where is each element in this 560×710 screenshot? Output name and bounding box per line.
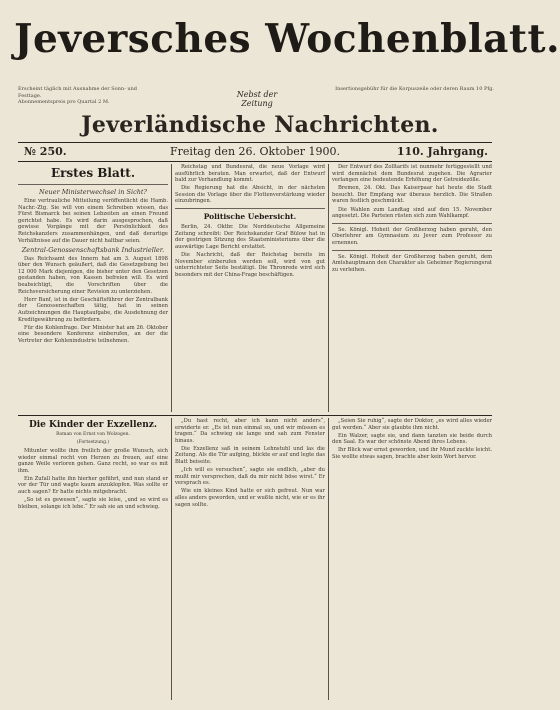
feuilleton-continued: (Fortsetzung.) bbox=[76, 440, 110, 445]
supplement-note: Nebst der Zeitung bbox=[236, 90, 278, 108]
feuilleton-column-left bbox=[18, 418, 168, 700]
paragraph: „So ist es gewesen“, sagte sie leise, „und so wird es bleiben, solange ich lebe.“ Er sah sie an und schwieg. bbox=[18, 497, 168, 510]
subscription-notice bbox=[18, 86, 158, 106]
article-subtitle: Zentral-Genossenschaftsbank Industrieller. bbox=[21, 245, 165, 254]
paragraph: Ein Walzer, sagte sie, und dann tanzten sie beide durch den Saal. Es war der schönste Abend ihres Lebens. bbox=[332, 432, 492, 446]
notice-line-2: Abonnementspreis pro Quartal 2 M. bbox=[18, 99, 110, 105]
divider bbox=[332, 250, 492, 251]
section-title: Erstes Blatt. bbox=[50, 166, 136, 180]
paragraph: Eine vertrauliche Mitteilung veröffentlicht die Hamb. Nachr.-Ztg. Sie will von einem Schreiben wissen, das Fürst Bismarck bei seinen Lebzeiten an einen Freund gerichtet habe. Es wird darin ausgesprochen, daß gewisse Vorgänge mit der Persönlichkeit des Reichskanzlers zusammenhängen, und daß derartige Verhältnisse auf die Dauer nicht haltbar seien. bbox=[18, 198, 168, 244]
feuilleton-column-right bbox=[332, 418, 492, 700]
paragraph: „Du hast recht, aber ich kann nicht anders“, erwiderte er. „Es ist nun einmal so, und wir müssen es tragen.“ Da schwieg sie lange und sah zum Fenster hinaus. bbox=[175, 418, 325, 444]
paragraph: Die Exzellenz saß in seinem Lehnstuhl und las die Zeitung. Als die Tür aufging, blickte er auf und legte das Blatt beiseite. bbox=[175, 445, 325, 466]
paragraph: „Seien Sie ruhig“, sagte der Doktor, „es wird alles wieder gut werden.“ Aber sie glaubte ihm nicht. bbox=[332, 418, 492, 431]
paragraph: „Ich will es versuchen“, sagte sie endlich, „aber du mußt mir versprechen, daß du mir nicht böse wirst.“ Er versprach es. bbox=[175, 467, 325, 487]
paragraph: Se. Königl. Hoheit der Großherzog haben geruht, den Oberlehrer am Gymnasium zu Jever zum Professor zu ernennen. bbox=[332, 226, 492, 246]
paragraph: Berlin, 24. Oktbr. Die Norddeutsche Allgemeine Zeitung schreibt: Der Reichskanzler Graf Bülow hat in der gestrigen Sitzung des Staatsministeriums über die auswärtige Lage Bericht erstattet. bbox=[175, 224, 325, 250]
masthead-title: Jeversches Wochenblatt. bbox=[14, 16, 560, 62]
issue-date: Freitag den 26. Oktober 1900. bbox=[169, 145, 341, 158]
divider bbox=[175, 208, 325, 209]
paragraph: Die Wahlen zum Landtag sind auf den 15. November angesetzt. Die Parteien rüsten sich zum Wahlkampf. bbox=[332, 206, 492, 220]
column-divider bbox=[171, 164, 172, 412]
paragraph: Mitunter wollte ihm freilich der große Wunsch, sich wieder einmal recht von Herzen zu freuen, auf eine ganze Weile verloren gehen. Ganz recht, so war es mit ihm. bbox=[18, 448, 168, 474]
divider bbox=[332, 223, 492, 224]
top-rule bbox=[18, 142, 492, 143]
feuilleton-rule bbox=[18, 415, 492, 416]
column-divider bbox=[171, 418, 172, 700]
volume-number: 110. Jahrgang. bbox=[396, 145, 488, 158]
paragraph: Reichstag und Bundesrat, die neue Vorlage wird ausführlich beraten. Man erwartet, daß der Entwurf bald zur Verhandlung kommt. bbox=[175, 164, 325, 184]
section-title: Politische Uebersicht. bbox=[203, 212, 297, 222]
bottom-rule bbox=[18, 161, 492, 162]
right-column bbox=[332, 164, 492, 412]
paragraph: Ihr Blick war ernst geworden, und ihr Mund zuckte leicht. Sie wollte etwas sagen, brachte aber kein Wort hervor. bbox=[332, 447, 492, 460]
dateline bbox=[18, 144, 492, 160]
paragraph: Wie ein kleines Kind hatte er sich gefreut. Nun war alles anders geworden, und er wußte nicht, wie er es ihr sagen sollte. bbox=[175, 488, 325, 508]
paragraph: Die Nachricht, daß der Reichstag bereits im November einberufen werden soll, wird von gut unterrichteter Seite bestätigt. Die Thronrede wird sich besonders mit der China-Frage beschäftigen. bbox=[175, 251, 325, 278]
paragraph: Die Regierung hat die Absicht, in der nächsten Session die Vorlage über die Flottenverstärkung wieder einzubringen. bbox=[175, 185, 325, 205]
column-divider bbox=[328, 164, 329, 412]
issue-number: № 250. bbox=[24, 145, 67, 158]
notice-line-1: Erscheint täglich mit Ausnahme der Sonn- und Festtage. bbox=[18, 86, 137, 99]
article-title: Neuer Ministerwechsel in Sicht? bbox=[39, 188, 147, 196]
middle-column bbox=[175, 164, 325, 412]
feuilleton-author: Roman von Ernst von Wolzogen. bbox=[56, 432, 130, 437]
paragraph: Ein Zufall hatte ihn hierher geführt, und nun stand er vor der Tür und wagte kaum anzuklopfen. Was sollte er auch sagen? Er hatte nichts mitgebracht. bbox=[18, 475, 168, 496]
paragraph: Der Entwurf des Zolltarifs ist nunmehr fertiggestellt und wird demnächst dem Bundesrat zugehen. Die Agrarier verlangen eine bedeutende Erhöhung der Getreidezölle. bbox=[332, 164, 492, 184]
masthead-subtitle: Jeverländische Nachrichten. bbox=[81, 112, 439, 138]
feuilleton-title: Die Kinder der Exzellenz. bbox=[28, 420, 158, 430]
column-divider bbox=[328, 418, 329, 700]
feuilleton-column-middle bbox=[175, 418, 325, 700]
paragraph: Se. Königl. Hoheit der Großherzog haben geruht, dem Amtshauptmann den Charakter als Geheimer Regierungsrat zu verleihen. bbox=[332, 253, 492, 273]
left-column bbox=[18, 164, 168, 412]
divider bbox=[18, 184, 168, 185]
paragraph: Herr Banf, ist in der Geschäftsführer der Zentralbank der Genossenschaften tätig, hat in seinen Aufzeichnungen die Hauptaufgabe, die Ausdehnung der Kreditgewährung zu befördern. bbox=[18, 296, 168, 323]
insertion-notice: Insertionsgebühr für die Korpuszeile oder deren Raum 10 Pfg. bbox=[335, 86, 494, 92]
paragraph: Das Reichsamt des Innern hat am 3. August 1898 über den Wunsch geäußert, daß die Gesetzgebung bei 12 000 Mark diejenigen, die bisher unter den Gesetzen gestanden haben, von Kassen befreien will. Es wird beabsichtigt, die Vorschriften über die Reichsversicherung einer Revision zu unterziehen. bbox=[18, 255, 168, 295]
paragraph: Bremen, 24. Okt. Das Kaiserpaar hat heute die Stadt besucht. Der Empfang war überaus herzlich. Die Straßen waren festlich geschmückt. bbox=[332, 185, 492, 205]
paragraph: Für die Kohlenfrage. Der Minister hat am 26. Oktober eine besondere Konferenz einberufen, an der die Vertreter der Kohlenindustrie teilnehmen. bbox=[18, 324, 168, 344]
